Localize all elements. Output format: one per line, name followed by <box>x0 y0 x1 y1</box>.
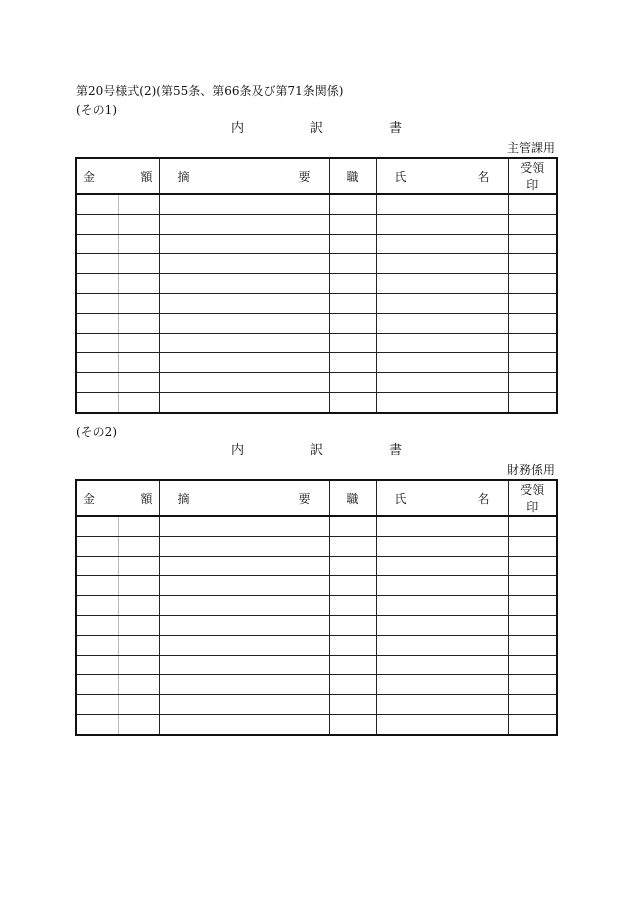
name-cell[interactable] <box>376 536 508 556</box>
amount-cell-left[interactable] <box>76 675 118 695</box>
table-row <box>76 516 557 536</box>
summary-cell[interactable] <box>159 576 329 596</box>
name-cell[interactable] <box>376 373 508 393</box>
section-1-title-char-3: 書 <box>389 121 403 136</box>
section-1-title-char-2: 訳 <box>310 121 324 136</box>
job-cell[interactable] <box>329 333 376 353</box>
section-1-breakdown-table <box>75 157 558 414</box>
amount-cell-left[interactable] <box>76 274 118 294</box>
section-2-title-char-3: 書 <box>389 443 403 458</box>
job-cell[interactable] <box>329 675 376 695</box>
table-row <box>76 615 557 635</box>
name-cell[interactable] <box>376 194 508 214</box>
header-seal: 受領印 <box>508 480 557 516</box>
seal-cell[interactable] <box>508 392 557 412</box>
table-row <box>76 675 557 695</box>
header-amount: 金 額 <box>76 480 159 516</box>
amount-cell-right[interactable] <box>118 556 159 576</box>
seal-cell[interactable] <box>508 596 557 616</box>
name-cell[interactable] <box>376 392 508 412</box>
table-row <box>76 635 557 655</box>
name-cell[interactable] <box>376 353 508 373</box>
job-cell[interactable] <box>329 194 376 214</box>
table-row <box>76 695 557 715</box>
amount-cell-left[interactable] <box>76 516 118 536</box>
job-cell[interactable] <box>329 293 376 313</box>
name-cell[interactable] <box>376 254 508 274</box>
amount-cell-right[interactable] <box>118 333 159 353</box>
table-row <box>76 556 557 576</box>
amount-cell-right[interactable] <box>118 194 159 214</box>
table-row <box>76 234 557 254</box>
amount-cell-left[interactable] <box>76 695 118 715</box>
summary-cell[interactable] <box>159 214 329 234</box>
header-name: 氏 名 <box>376 480 508 516</box>
amount-cell-right[interactable] <box>118 615 159 635</box>
section-2-usage-label: 財務係用 <box>506 463 555 477</box>
amount-cell-right[interactable] <box>118 234 159 254</box>
summary-cell[interactable] <box>159 353 329 373</box>
section-1-label: (その1) <box>76 103 117 117</box>
amount-cell-left[interactable] <box>76 293 118 313</box>
seal-cell[interactable] <box>508 714 557 734</box>
seal-cell[interactable] <box>508 194 557 214</box>
amount-cell-left[interactable] <box>76 635 118 655</box>
amount-cell-right[interactable] <box>118 313 159 333</box>
seal-cell[interactable] <box>508 615 557 635</box>
name-cell[interactable] <box>376 234 508 254</box>
amount-cell-right[interactable] <box>118 714 159 734</box>
seal-cell[interactable] <box>508 234 557 254</box>
name-cell[interactable] <box>376 274 508 294</box>
seal-cell[interactable] <box>508 635 557 655</box>
amount-cell-right[interactable] <box>118 373 159 393</box>
table-row <box>76 392 557 412</box>
summary-cell[interactable] <box>159 596 329 616</box>
summary-cell[interactable] <box>159 655 329 675</box>
table-row <box>76 254 557 274</box>
table-row <box>76 313 557 333</box>
amount-cell-left[interactable] <box>76 194 118 214</box>
amount-cell-left[interactable] <box>76 714 118 734</box>
job-cell[interactable] <box>329 635 376 655</box>
section-1-title-char-1: 内 <box>231 121 245 136</box>
section-1-header-row <box>76 158 557 194</box>
name-cell[interactable] <box>376 516 508 536</box>
amount-cell-left[interactable] <box>76 596 118 616</box>
name-cell[interactable] <box>376 293 508 313</box>
amount-cell-right[interactable] <box>118 655 159 675</box>
summary-cell[interactable] <box>159 536 329 556</box>
header-job: 職 <box>329 480 376 516</box>
table-row <box>76 194 557 214</box>
job-cell[interactable] <box>329 274 376 294</box>
seal-cell[interactable] <box>508 536 557 556</box>
summary-cell[interactable] <box>159 194 329 214</box>
amount-cell-right[interactable] <box>118 353 159 373</box>
summary-cell[interactable] <box>159 695 329 715</box>
name-cell[interactable] <box>376 615 508 635</box>
job-cell[interactable] <box>329 596 376 616</box>
amount-cell-right[interactable] <box>118 293 159 313</box>
job-cell[interactable] <box>329 516 376 536</box>
amount-cell-right[interactable] <box>118 274 159 294</box>
name-cell[interactable] <box>376 675 508 695</box>
summary-cell[interactable] <box>159 615 329 635</box>
amount-cell-right[interactable] <box>118 254 159 274</box>
job-cell[interactable] <box>329 373 376 393</box>
amount-cell-right[interactable] <box>118 675 159 695</box>
summary-cell[interactable] <box>159 254 329 274</box>
amount-cell-left[interactable] <box>76 373 118 393</box>
job-cell[interactable] <box>329 556 376 576</box>
summary-cell[interactable] <box>159 234 329 254</box>
amount-cell-right[interactable] <box>118 516 159 536</box>
header-summary: 摘 要 <box>159 480 329 516</box>
table-row <box>76 373 557 393</box>
job-cell[interactable] <box>329 234 376 254</box>
name-cell[interactable] <box>376 655 508 675</box>
amount-cell-right[interactable] <box>118 214 159 234</box>
header-amount: 金 額 <box>76 158 159 194</box>
summary-cell[interactable] <box>159 635 329 655</box>
summary-cell[interactable] <box>159 373 329 393</box>
header-name: 氏 名 <box>376 158 508 194</box>
job-cell[interactable] <box>329 695 376 715</box>
header-seal: 受領印 <box>508 158 557 194</box>
table-row <box>76 333 557 353</box>
amount-cell-right[interactable] <box>118 695 159 715</box>
amount-cell-left[interactable] <box>76 333 118 353</box>
section-1-usage-label: 主管課用 <box>506 141 555 155</box>
table-row <box>76 214 557 234</box>
table-row <box>76 274 557 294</box>
amount-cell-left[interactable] <box>76 615 118 635</box>
seal-cell[interactable] <box>508 516 557 536</box>
job-cell[interactable] <box>329 576 376 596</box>
amount-cell-left[interactable] <box>76 254 118 274</box>
summary-cell[interactable] <box>159 516 329 536</box>
amount-cell-left[interactable] <box>76 353 118 373</box>
section-2-title-char-2: 訳 <box>310 443 324 458</box>
amount-cell-left[interactable] <box>76 576 118 596</box>
header-summary: 摘 要 <box>159 158 329 194</box>
summary-cell[interactable] <box>159 333 329 353</box>
seal-cell[interactable] <box>508 655 557 675</box>
job-cell[interactable] <box>329 536 376 556</box>
amount-cell-right[interactable] <box>118 392 159 412</box>
table-row <box>76 293 557 313</box>
table-row <box>76 596 557 616</box>
amount-cell-left[interactable] <box>76 313 118 333</box>
name-cell[interactable] <box>376 596 508 616</box>
amount-cell-left[interactable] <box>76 556 118 576</box>
job-cell[interactable] <box>329 615 376 635</box>
name-cell[interactable] <box>376 333 508 353</box>
name-cell[interactable] <box>376 556 508 576</box>
amount-cell-right[interactable] <box>118 596 159 616</box>
seal-cell[interactable] <box>508 274 557 294</box>
job-cell[interactable] <box>329 313 376 333</box>
table-row <box>76 536 557 556</box>
table-row <box>76 576 557 596</box>
seal-cell[interactable] <box>508 576 557 596</box>
job-cell[interactable] <box>329 214 376 234</box>
summary-cell[interactable] <box>159 313 329 333</box>
name-cell[interactable] <box>376 313 508 333</box>
seal-cell[interactable] <box>508 313 557 333</box>
name-cell[interactable] <box>376 635 508 655</box>
amount-cell-right[interactable] <box>118 536 159 556</box>
amount-cell-left[interactable] <box>76 392 118 412</box>
job-cell[interactable] <box>329 655 376 675</box>
job-cell[interactable] <box>329 353 376 373</box>
seal-cell[interactable] <box>508 293 557 313</box>
table-row <box>76 353 557 373</box>
section-2-breakdown-table <box>75 479 558 736</box>
job-cell[interactable] <box>329 714 376 734</box>
name-cell[interactable] <box>376 214 508 234</box>
amount-cell-right[interactable] <box>118 635 159 655</box>
table-row <box>76 655 557 675</box>
summary-cell[interactable] <box>159 556 329 576</box>
seal-cell[interactable] <box>508 214 557 234</box>
amount-cell-left[interactable] <box>76 655 118 675</box>
summary-cell[interactable] <box>159 714 329 734</box>
seal-cell[interactable] <box>508 695 557 715</box>
summary-cell[interactable] <box>159 274 329 294</box>
name-cell[interactable] <box>376 695 508 715</box>
name-cell[interactable] <box>376 576 508 596</box>
header-job: 職 <box>329 158 376 194</box>
amount-cell-left[interactable] <box>76 214 118 234</box>
section-2-header-row <box>76 480 557 516</box>
seal-cell[interactable] <box>508 373 557 393</box>
job-cell[interactable] <box>329 254 376 274</box>
section-2-label: (その2) <box>76 425 117 439</box>
table-row <box>76 714 557 734</box>
summary-cell[interactable] <box>159 293 329 313</box>
name-cell[interactable] <box>376 714 508 734</box>
seal-cell[interactable] <box>508 333 557 353</box>
seal-cell[interactable] <box>508 675 557 695</box>
summary-cell[interactable] <box>159 392 329 412</box>
seal-cell[interactable] <box>508 353 557 373</box>
amount-cell-left[interactable] <box>76 536 118 556</box>
section-2-title-char-1: 内 <box>231 443 245 458</box>
job-cell[interactable] <box>329 392 376 412</box>
amount-cell-right[interactable] <box>118 576 159 596</box>
summary-cell[interactable] <box>159 675 329 695</box>
amount-cell-left[interactable] <box>76 234 118 254</box>
seal-cell[interactable] <box>508 254 557 274</box>
seal-cell[interactable] <box>508 556 557 576</box>
form-number-line: 第20号様式(2)(第55条、第66条及び第71条関係) <box>76 84 344 98</box>
